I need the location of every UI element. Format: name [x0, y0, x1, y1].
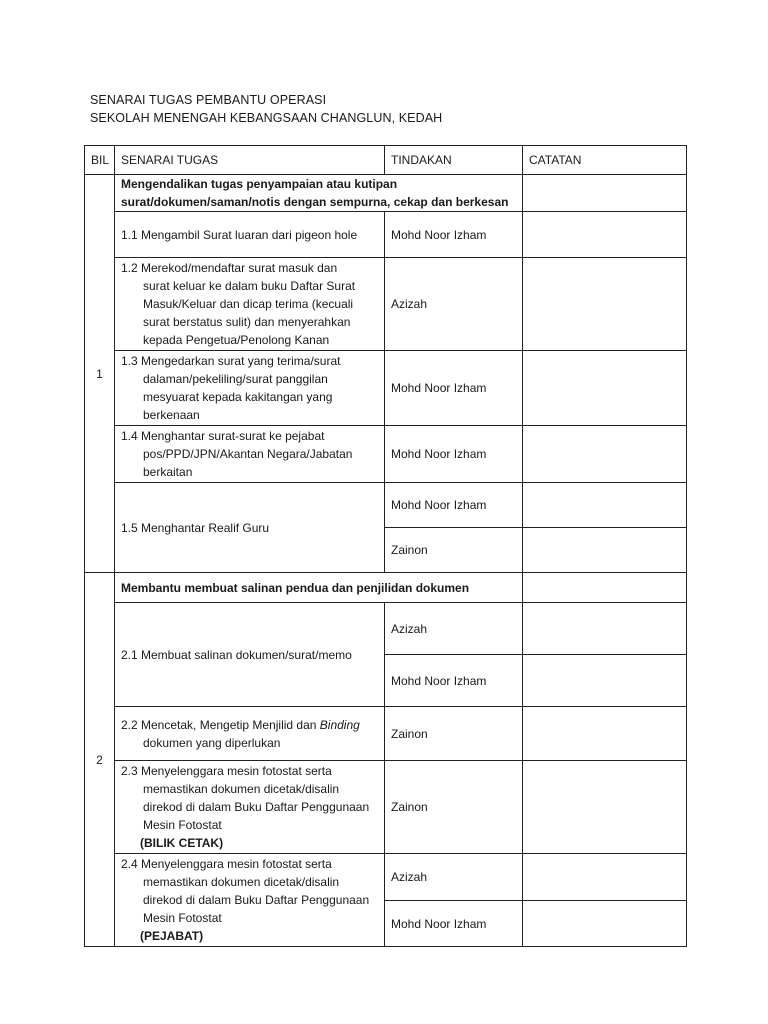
remark-cell	[523, 258, 687, 351]
remark-cell	[523, 351, 687, 426]
remark-cell	[523, 655, 687, 707]
table-row	[85, 573, 687, 603]
remark-cell	[523, 761, 687, 854]
table-row	[85, 175, 687, 212]
action-cell: Mohd Noor Izham	[385, 426, 523, 483]
remark-cell	[523, 603, 687, 655]
task-1-3: 1.3 Mengedarkan surat yang terima/surat dalaman/pekeliling/surat panggilan mesyuarat kepada kakitangan yang berkenaan	[115, 351, 385, 426]
action-cell: Zainon	[385, 528, 523, 573]
table-row	[85, 426, 687, 483]
task-1-5: 1.5 Menghantar Realif Guru	[115, 483, 385, 573]
section-heading: Mengendalikan tugas penyampaian atau kutipan surat/dokumen/saman/notis dengan sempurna, cekap dan berkesan	[115, 175, 523, 212]
action-cell: Mohd Noor Izham	[385, 212, 523, 258]
duty-table	[84, 145, 687, 947]
col-header-tindakan: TINDAKAN	[385, 146, 523, 175]
task-2-4: 2.4 Menyelenggara mesin fotostat serta memastikan dokumen dicetak/disalin direkod di dalam Buku Daftar Penggunaan Mesin Fotostat (PEJABAT)	[115, 854, 385, 947]
remark-cell	[523, 528, 687, 573]
remark-cell	[523, 175, 687, 212]
action-cell: Mohd Noor Izham	[385, 655, 523, 707]
document-title: SENARAI TUGAS PEMBANTU OPERASI	[90, 93, 327, 107]
table-header-row	[85, 146, 687, 175]
remark-cell	[523, 426, 687, 483]
task-1-1: 1.1 Mengambil Surat luaran dari pigeon hole	[115, 212, 385, 258]
task-2-3: 2.3 Menyelenggara mesin fotostat serta memastikan dokumen dicetak/disalin direkod di dalam Buku Daftar Penggunaan Mesin Fotostat (BILIK CETAK)	[115, 761, 385, 854]
col-header-senarai-tugas: SENARAI TUGAS	[115, 146, 385, 175]
remark-cell	[523, 573, 687, 603]
table-row	[85, 603, 687, 655]
table-row	[85, 483, 687, 528]
action-cell: Mohd Noor Izham	[385, 351, 523, 426]
section-heading: Membantu membuat salinan pendua dan penjilidan dokumen	[115, 573, 523, 603]
action-cell: Mohd Noor Izham	[385, 483, 523, 528]
action-cell: Mohd Noor Izham	[385, 901, 523, 947]
remark-cell	[523, 901, 687, 947]
remark-cell	[523, 854, 687, 901]
table-row	[85, 761, 687, 854]
remark-cell	[523, 212, 687, 258]
action-cell: Azizah	[385, 258, 523, 351]
task-2-1: 2.1 Membuat salinan dokumen/surat/memo	[115, 603, 385, 707]
task-1-2: 1.2 Merekod/mendaftar surat masuk dan surat keluar ke dalam buku Daftar Surat Masuk/Keluar dan dicap terima (kecuali surat berstatus sulit) dan menyerahkan kepada Pengetua/Penolong Kanan	[115, 258, 385, 351]
col-header-bil: BIL	[85, 146, 115, 175]
col-header-catatan: CATATAN	[523, 146, 687, 175]
bil-cell: 2	[85, 573, 115, 947]
table-row	[85, 258, 687, 351]
action-cell: Zainon	[385, 761, 523, 854]
bil-cell: 1	[85, 175, 115, 573]
action-cell: Azizah	[385, 603, 523, 655]
task-1-4: 1.4 Menghantar surat-surat ke pejabat pos/PPD/JPN/Akantan Negara/Jabatan berkaitan	[115, 426, 385, 483]
table-row	[85, 854, 687, 901]
remark-cell	[523, 707, 687, 761]
table-row	[85, 351, 687, 426]
table-row	[85, 707, 687, 761]
action-cell: Azizah	[385, 854, 523, 901]
action-cell: Zainon	[385, 707, 523, 761]
remark-cell	[523, 483, 687, 528]
table-row	[85, 212, 687, 258]
task-2-2: 2.2 Mencetak, Mengetip Menjilid dan Binding dokumen yang diperlukan	[115, 707, 385, 761]
school-name: SEKOLAH MENENGAH KEBANGSAAN CHANGLUN, KEDAH	[90, 111, 443, 125]
